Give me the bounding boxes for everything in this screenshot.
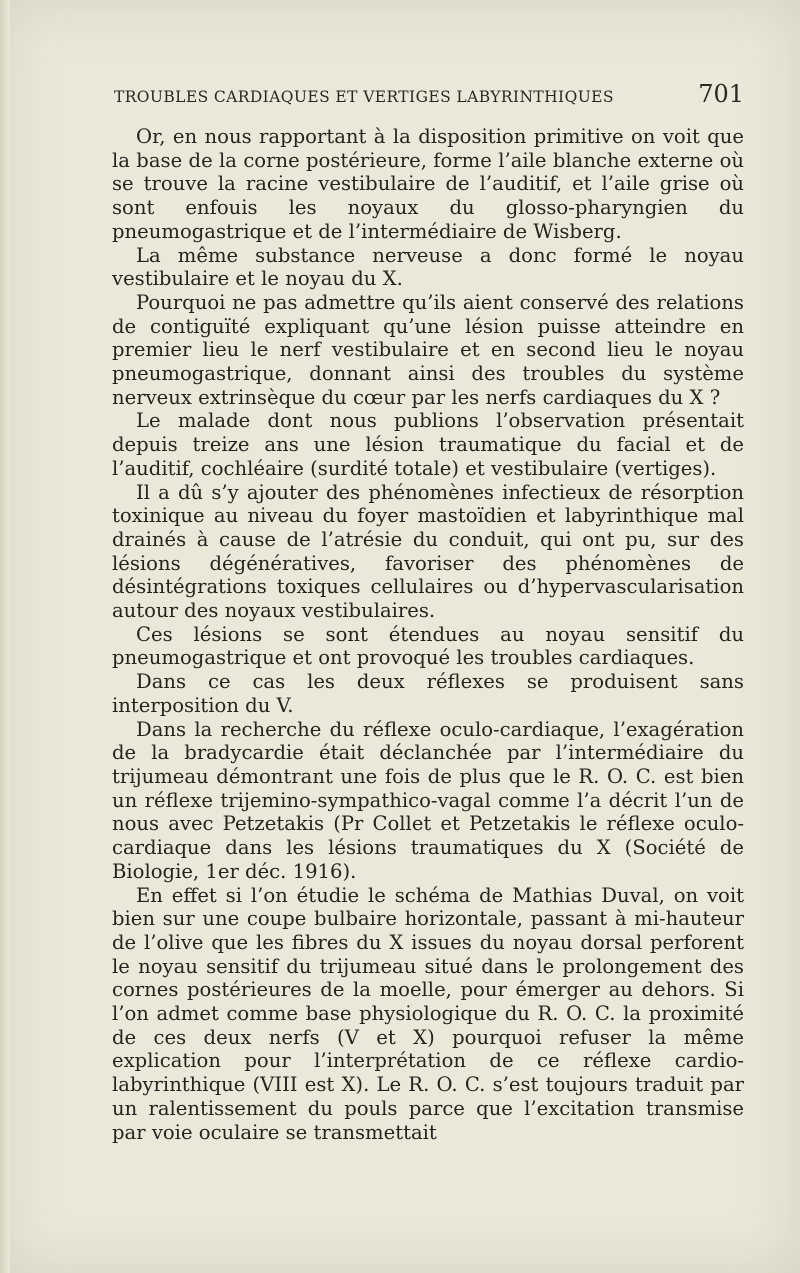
paragraph: En effet si l’on étudie le schéma de Mathias Duval, on voit bien sur une coupe bulbaire horizontale, passant à mi-hauteur de l’olive que les fibres du X issues du noyau dorsal perforent le noyau sensitif du trijumeau situé dans le prolongement des cornes postérieures de la moelle, pour émerger au dehors. Si l’on admet comme base physiologique du R. O. C. la proximité de ces deux nerfs (V et X) pourquoi refuser la même explication pour l’interprétation de ce réflexe cardio-labyrinthique (VIII est X). Le R. O. C. s’est toujours traduit par un ralentissement du pouls parce que l’excitation transmise par voie oculaire se transmettait: [112, 883, 744, 1144]
paragraph: Or, en nous rapportant à la disposition primitive on voit que la base de la corne postérieure, forme l’aile blanche externe où se trouve la racine vestibulaire de l’auditif, et l’aile grise où sont enfouis les noyaux du glosso-pharyngien du pneumogastrique et de l’intermédiaire de Wisberg.: [112, 125, 744, 243]
paragraph: Ces lésions se sont étendues au noyau sensitif du pneumogastrique et ont provoqué les troubles cardiaques.: [112, 622, 744, 670]
paragraph: Pourquoi ne pas admettre qu’ils aient conservé des relations de contiguïté expliquant qu’une lésion puisse atteindre en premier lieu le nerf vestibulaire et en second lieu le noyau pneumogastrique, donnant ainsi des troubles du système nerveux extrinsèque du cœur par les nerfs cardiaques du X ?: [112, 290, 744, 409]
body-text: [112, 125, 744, 1144]
paragraph: La même substance nerveuse a donc formé le noyau vestibulaire et le noyau du X.: [112, 243, 744, 291]
page-number: 701: [698, 80, 744, 108]
paragraph: Le malade dont nous publions l’observation présentait depuis treize ans une lésion traumatique du facial et de l’auditif, cochléaire (surdité totale) et vestibulaire (vertiges).: [112, 409, 744, 480]
page-binding-edge: [0, 0, 10, 1273]
paragraph: Dans ce cas les deux réflexes se produisent sans interposition du V.: [112, 670, 744, 717]
running-header: [114, 78, 744, 118]
paragraph: Dans la recherche du réflexe oculo-cardiaque, l’exagération de la bradycardie était déclanchée par l’intermédiaire du trijumeau démontrant une fois de plus que le R. O. C. est bien un réflexe trijemino-sympathico-vagal comme l’a décrit l’un de nous avec Petzetakis (Pr Collet et Petzetakis le réflexe oculo-cardiaque dans les lésions traumatiques du X (Société de Biologie, 1er déc. 1916).: [112, 717, 744, 883]
running-title: TROUBLES CARDIAQUES ET VERTIGES LABYRINTHIQUES: [114, 88, 614, 106]
paragraph: Il a dû s’y ajouter des phénomènes infectieux de résorption toxinique au niveau du foyer mastoïdien et labyrinthique mal drainés à cause de l’atrésie du conduit, qui ont pu, sur des lésions dégénératives, favoriser des phénomènes de désintégrations toxiques cellulaires ou d’hypervascularisation autour des noyaux vestibulaires.: [112, 480, 744, 623]
